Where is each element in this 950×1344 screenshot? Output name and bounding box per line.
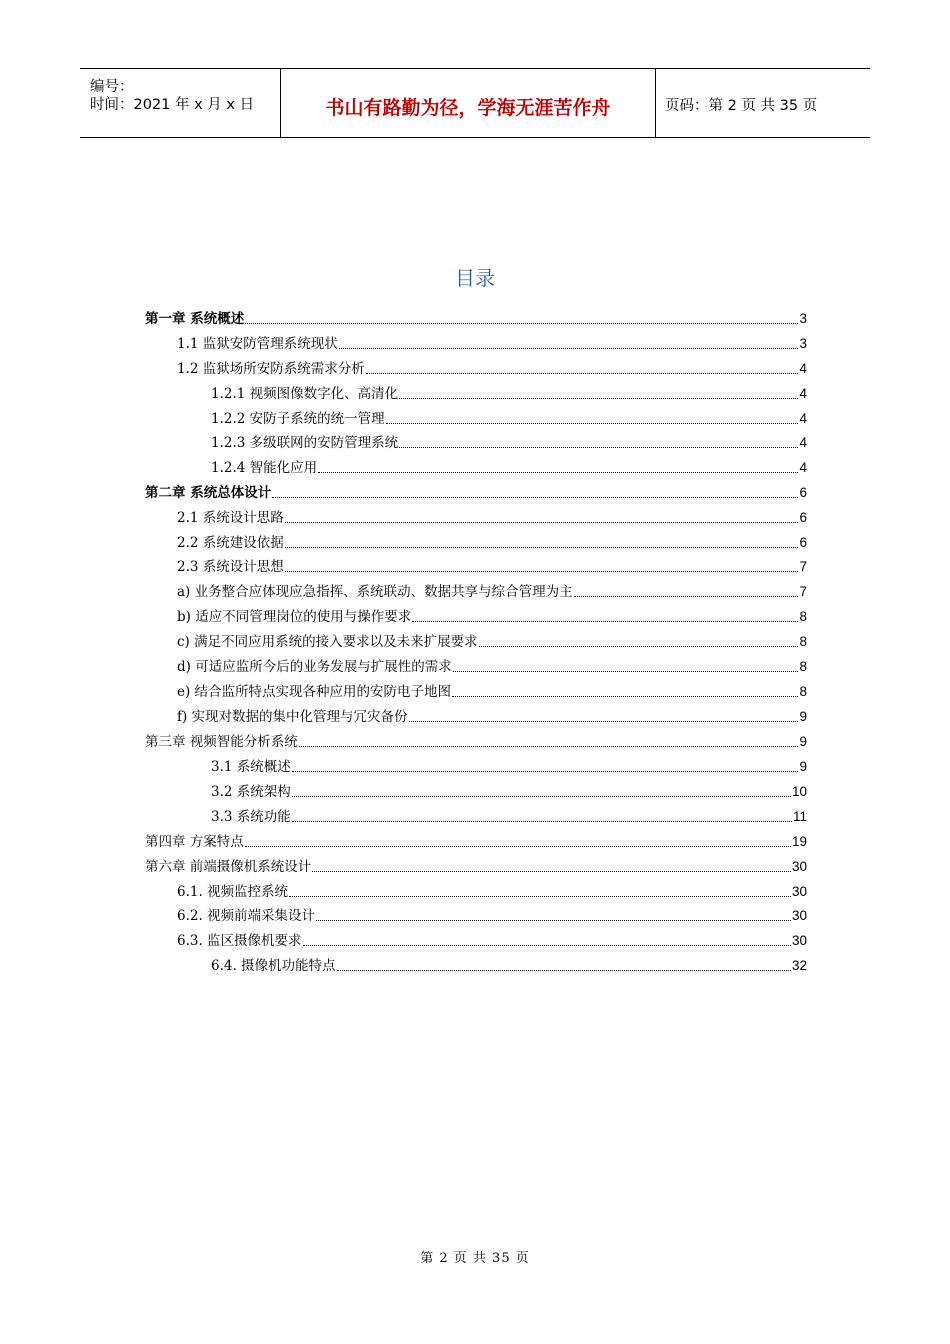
toc-entry-page: 4 bbox=[799, 386, 807, 401]
toc-leader-dots bbox=[312, 871, 791, 872]
toc-leader-dots bbox=[453, 671, 799, 672]
toc-leader-dots bbox=[479, 646, 799, 647]
toc-entry-page: 6 bbox=[799, 510, 807, 525]
toc-leader-dots bbox=[245, 323, 798, 324]
toc-entry-1-2-3[interactable] bbox=[211, 430, 807, 452]
toc-leader-dots bbox=[318, 472, 798, 473]
toc-leader-dots bbox=[245, 846, 791, 847]
toc-leader-dots bbox=[272, 497, 798, 498]
toc-entry-page: 9 bbox=[799, 759, 807, 774]
toc-entry-page: 10 bbox=[791, 784, 807, 799]
toc-entry-page: 30 bbox=[791, 859, 807, 874]
page-footer: 第 2 页 共 35 页 bbox=[420, 1251, 530, 1266]
toc-entry-page: 8 bbox=[799, 684, 807, 699]
toc-entry-2-3-f[interactable] bbox=[177, 704, 807, 726]
toc-entry-page: 11 bbox=[792, 809, 807, 824]
toc-entry-label: a) 业务整合应体现应急指挥、系统联动、数据共享与综合管理为主 bbox=[177, 584, 573, 600]
toc-entry-1-2-2[interactable] bbox=[211, 406, 807, 428]
toc-entry-label: f) 实现对数据的集中化管理与冗灾备份 bbox=[177, 709, 408, 725]
toc-entry-chapter-2[interactable] bbox=[145, 480, 807, 502]
toc-entry-label: 1.1 监狱安防管理系统现状 bbox=[177, 336, 338, 352]
toc-entry-label: 2.2 系统建设依据 bbox=[177, 535, 284, 551]
toc-entry-page: 4 bbox=[799, 435, 807, 450]
toc-entry-3-1[interactable] bbox=[211, 754, 807, 776]
toc-entry-3-2[interactable] bbox=[211, 779, 807, 801]
toc-entry-1-1[interactable] bbox=[177, 331, 807, 353]
toc-entry-label: 第六章 前端摄像机系统设计 bbox=[145, 859, 312, 875]
toc-leader-dots bbox=[299, 746, 799, 747]
toc-entry-page: 3 bbox=[799, 336, 807, 351]
toc-entry-6-3[interactable] bbox=[177, 928, 807, 950]
toc-leader-dots bbox=[292, 796, 791, 797]
toc-leader-dots bbox=[339, 348, 799, 349]
toc-entry-2-3-d[interactable] bbox=[177, 654, 807, 676]
toc-entry-page: 8 bbox=[799, 609, 807, 624]
toc-entry-label: 1.2.1 视频图像数字化、高清化 bbox=[211, 386, 399, 402]
toc-entry-page: 8 bbox=[799, 659, 807, 674]
toc-leader-dots bbox=[285, 547, 799, 548]
toc-entry-page: 7 bbox=[799, 584, 807, 599]
toc-leader-dots bbox=[409, 721, 799, 722]
toc-entry-label: c) 满足不同应用系统的接入要求以及未来扩展要求 bbox=[177, 634, 478, 650]
toc-entry-2-3-a[interactable] bbox=[177, 579, 807, 601]
toc-entry-label: 6.1. 视频监控系统 bbox=[177, 884, 289, 900]
toc-entry-page: 30 bbox=[791, 933, 807, 948]
toc-leader-dots bbox=[412, 621, 798, 622]
toc-entry-chapter-6[interactable] bbox=[145, 854, 807, 876]
toc-entry-page: 32 bbox=[791, 958, 807, 973]
header-motto: 书山有路勤为径，学海无涯苦作舟 bbox=[325, 97, 611, 119]
header-info-cell bbox=[80, 69, 280, 137]
toc-entry-page: 30 bbox=[791, 908, 807, 923]
toc-entry-label: 6.4. 摄像机功能特点 bbox=[211, 958, 336, 974]
toc-entry-page: 4 bbox=[799, 411, 807, 426]
document-number-label: 编号： bbox=[90, 79, 134, 95]
toc-entry-label: 1.2.3 多级联网的安防管理系统 bbox=[211, 435, 399, 451]
toc-entry-page: 30 bbox=[791, 884, 807, 899]
toc-entry-label: e) 结合监所特点实现各种应用的安防电子地图 bbox=[177, 684, 452, 700]
toc-leader-dots bbox=[399, 398, 798, 399]
toc-entry-2-3[interactable] bbox=[177, 554, 807, 576]
toc-entry-label: 1.2.2 安防子系统的统一管理 bbox=[211, 411, 385, 427]
document-time-label: 时间：2021 年 x 月 x 日 bbox=[90, 97, 255, 113]
toc-leader-dots bbox=[303, 945, 791, 946]
toc-entry-3-3[interactable] bbox=[211, 804, 807, 826]
toc-entry-6-2[interactable] bbox=[177, 903, 807, 925]
toc-entry-label: 2.3 系统设计思想 bbox=[177, 559, 284, 575]
toc-leader-dots bbox=[285, 571, 799, 572]
toc-entry-label: 第三章 视频智能分析系统 bbox=[145, 734, 298, 750]
toc-entry-chapter-3[interactable] bbox=[145, 729, 807, 751]
toc-entry-label: 2.1 系统设计思路 bbox=[177, 510, 284, 526]
toc-entry-page: 8 bbox=[799, 634, 807, 649]
toc-entry-label: d) 可适应监所今后的业务发展与扩展性的需求 bbox=[177, 659, 452, 675]
toc-entry-page: 6 bbox=[799, 535, 807, 550]
toc-leader-dots bbox=[452, 696, 798, 697]
toc-entry-2-1[interactable] bbox=[177, 505, 807, 527]
toc-entry-label: 3.1 系统概述 bbox=[211, 759, 291, 775]
toc-entry-2-3-b[interactable] bbox=[177, 604, 807, 626]
toc-entry-1-2-4[interactable] bbox=[211, 455, 807, 477]
toc-leader-dots bbox=[292, 821, 792, 822]
toc-entry-label: 第二章 系统总体设计 bbox=[145, 485, 272, 501]
toc-leader-dots bbox=[399, 447, 798, 448]
toc-entry-chapter-1[interactable] bbox=[145, 306, 807, 328]
toc-entry-6-4[interactable] bbox=[211, 953, 807, 975]
toc-leader-dots bbox=[337, 970, 791, 971]
toc-entry-label: 3.3 系统功能 bbox=[211, 809, 291, 825]
document-header bbox=[80, 68, 870, 138]
toc-entry-label: b) 适应不同管理岗位的使用与操作要求 bbox=[177, 609, 412, 625]
toc-entry-chapter-4[interactable] bbox=[145, 829, 807, 851]
toc-entry-page: 3 bbox=[799, 311, 807, 326]
toc-entry-page: 4 bbox=[799, 361, 807, 376]
toc-entry-page: 19 bbox=[791, 834, 807, 849]
toc-entry-page: 4 bbox=[799, 460, 807, 475]
toc-entry-label: 第一章 系统概述 bbox=[145, 311, 245, 327]
header-page-cell bbox=[655, 69, 870, 137]
toc-entry-2-2[interactable] bbox=[177, 530, 807, 552]
toc-leader-dots bbox=[292, 771, 799, 772]
toc-entry-page: 9 bbox=[799, 709, 807, 724]
toc-entry-label: 3.2 系统架构 bbox=[211, 784, 291, 800]
toc-entry-1-2[interactable] bbox=[177, 356, 807, 378]
toc-entry-label: 6.2. 视频前端采集设计 bbox=[177, 908, 316, 924]
toc-entry-label: 第四章 方案特点 bbox=[145, 834, 244, 850]
toc-entry-2-3-e[interactable] bbox=[177, 679, 807, 701]
toc-leader-dots bbox=[366, 373, 799, 374]
header-page-code: 页码：第 2 页 共 35 页 bbox=[665, 98, 818, 114]
toc-entry-6-1[interactable] bbox=[177, 879, 807, 901]
toc-entry-page: 7 bbox=[799, 559, 807, 574]
toc-entry-2-3-c[interactable] bbox=[177, 629, 807, 651]
toc-leader-dots bbox=[289, 896, 791, 897]
toc-leader-dots bbox=[316, 920, 791, 921]
toc-entry-label: 1.2 监狱场所安防系统需求分析 bbox=[177, 361, 365, 377]
toc-leader-dots bbox=[285, 522, 799, 523]
toc-leader-dots bbox=[386, 423, 799, 424]
toc-entry-label: 1.2.4 智能化应用 bbox=[211, 460, 318, 476]
toc-entry-page: 6 bbox=[799, 485, 807, 500]
header-motto-cell bbox=[280, 69, 656, 137]
toc-leader-dots bbox=[574, 596, 799, 597]
toc-title: 目录 bbox=[455, 266, 495, 290]
toc-entry-page: 9 bbox=[799, 734, 807, 749]
toc-entry-label: 6.3. 监区摄像机要求 bbox=[177, 933, 302, 949]
toc-entry-1-2-1[interactable] bbox=[211, 381, 807, 403]
